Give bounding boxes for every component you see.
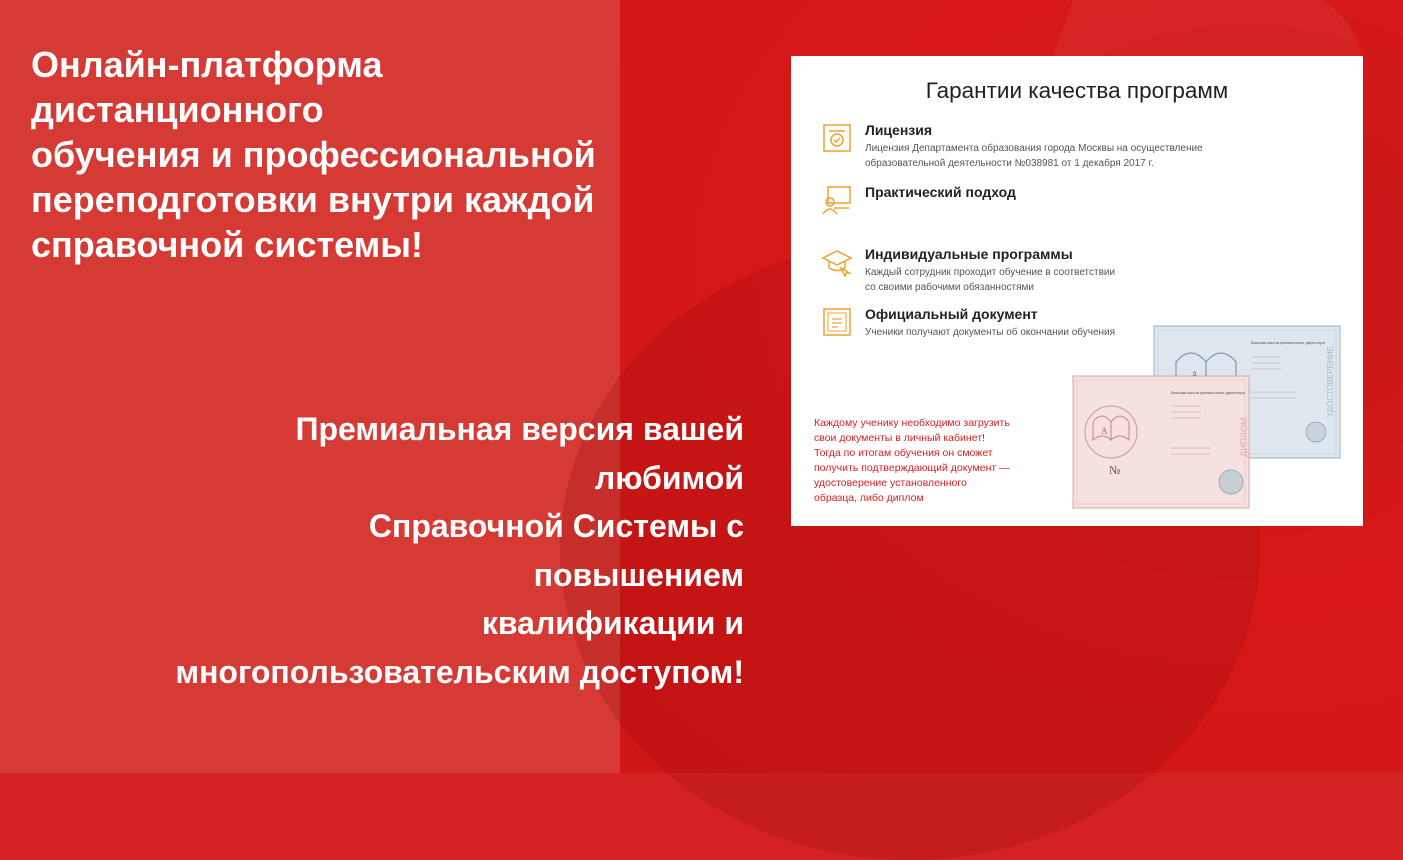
quality-guarantees-card [791,56,1363,526]
diploma-label: ДИПЛОМ [1239,417,1249,457]
subheadline [40,405,744,696]
subheadline-line: Справочной Системы с [368,508,744,544]
subheadline-line: многопользовательским доступом! [175,653,744,690]
guarantee-description-line: Ученики получают документы об окончании обучения [865,327,1116,338]
note-line: получить подтверждающий документ — [814,462,1010,474]
certificates-illustration [1071,322,1351,518]
headline-line: дистанционного [31,89,324,130]
guarantee-title: Лицензия [865,122,933,138]
guarantee-title: Индивидуальные программы [865,246,1073,262]
guarantee-description [865,141,1203,171]
subheadline-line: повышением [533,556,744,593]
guarantee-title: Официальный документ [865,306,1038,322]
diploma-school-name: Высшая школа финансового директора [1171,390,1245,395]
graduation-cap-icon [821,246,853,278]
diploma-number-mark: № [1109,463,1121,477]
note-line: образца, либо диплом [814,492,924,504]
headline-line: справочной системы! [31,224,424,265]
subheadline-line: Премиальная версия вашей [295,411,744,447]
official-document-icon [821,306,853,338]
guarantee-description-line: Лицензия Департамента образования города Москвы на осуществление [865,143,1203,154]
guarantee-description [865,265,1115,295]
presenter-screen-icon [821,184,853,216]
subheadline-line: любимой [594,459,744,496]
headline [31,42,771,267]
svg-text:A: A [1101,426,1108,436]
guarantee-description-line: Каждый сотрудник проходит обучение в соответствии [865,267,1116,278]
note-line: Тогда по итогам обучения он сможет [814,447,993,459]
guarantee-description-line: со своими рабочими обязанностями [865,282,1034,293]
headline-line: переподготовки внутри каждой [31,179,595,220]
certificate-school-name: Высшая школа финансового директора [1251,340,1325,345]
subheadline-line: квалификации и [481,605,744,641]
upload-documents-note [814,416,1010,506]
certificate-label: УДОСТОВЕРЕНИЕ [1326,346,1335,417]
certificate-diploma [1073,376,1249,508]
note-line: свои документы в личный кабинет! [814,432,985,444]
guarantee-title: Практический подход [865,184,1016,200]
card-title: Гарантии качества программ [925,78,1229,103]
note-line: Каждому ученику необходимо загрузить [814,417,1010,429]
note-line: удостоверение установленного [814,477,967,489]
license-certificate-icon [821,122,853,154]
headline-line: обучения и профессиональной [31,134,596,175]
headline-line: Онлайн-платформа [31,44,383,85]
guarantee-description-line: образовательной деятельности №038981 от 1 декабря 2017 г. [865,158,1154,169]
